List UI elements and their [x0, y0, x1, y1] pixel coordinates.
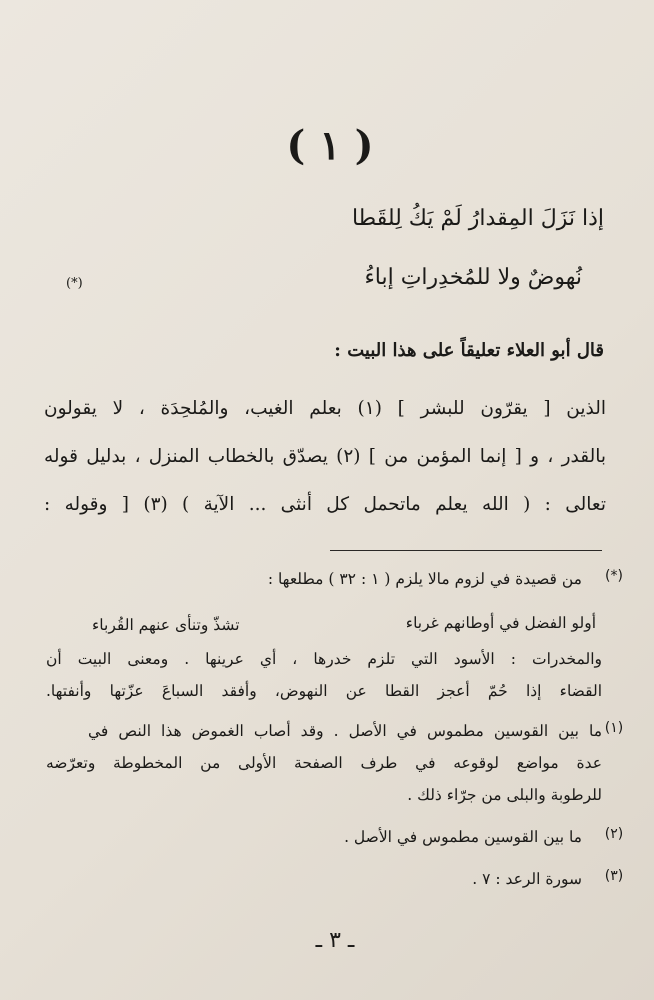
verse-second-hemistich: نُهوضٌ ولا للمُخدِراتِ إباءُ — [364, 265, 582, 290]
footnote-2-marker: (٢) — [604, 826, 624, 842]
page-number: ـ ٣ ـ — [315, 928, 355, 953]
footnote-star-line: والمخدرات : الأسود التي تلزم خدرها ، أي عرينها . ومعنى البيت أن — [46, 650, 602, 668]
footnote-poem-first-hemistich: أولو الفضل في أوطانهم غرباء — [405, 614, 596, 632]
footnote-3-line: سورة الرعد : ٧ . — [472, 870, 582, 888]
commentary-intro: قال أبو العلاء تعليقاً على هذا البيت : — [334, 340, 604, 361]
commentary-line: تعالى : ( الله يعلم ماتحمل كل أنثى ... الآية ) (٣) [ وقوله : — [44, 494, 606, 515]
footnote-1-line: ما بين القوسين مطموس في الأصل . وقد أصاب الغموض هذا النص في — [88, 722, 602, 740]
footnote-1-marker: (١) — [604, 720, 624, 736]
commentary-line: بالقدر ، و [ إنما المؤمن من ] (٢) يصدّق بالخطاب المنزل ، بدليل قوله — [44, 446, 606, 467]
footnote-3-marker: (٣) — [604, 868, 624, 884]
poem-number-title: ( ١ ) — [286, 122, 374, 169]
footnote-star-marker: (*) — [605, 568, 623, 584]
footnote-star-line: من قصيدة في لزوم مالا يلزم ( ١ : ٣٢ ) مطلعها : — [267, 570, 582, 588]
footnote-separator — [330, 550, 602, 551]
verse-first-hemistich: إذا نَزَلَ المِقدارُ لَمْ يَكُ لِلقَطا — [351, 206, 604, 231]
footnote-poem-second-hemistich: تشذّ وتنأى عنهم القُرباء — [92, 616, 240, 634]
footnote-1-line: عدة مواضع لوقوعه في طرف الصفحة الأولى من المخطوطة وتعرّضه — [46, 754, 602, 772]
footnote-2-line: ما بين القوسين مطموس في الأصل . — [344, 828, 582, 846]
footnote-star-line: القضاء إذا حُمّ أعجز القطا عن النهوض، وأفقد السباعَ عزّتها وأنفتها. — [46, 682, 602, 700]
verse-footnote-marker: (*) — [66, 276, 83, 291]
commentary-line: الذين [ يقرّون للبشر ] (١) بعلم الغيب، والمُلحِدَة ، لا يقولون — [44, 398, 606, 419]
footnote-1-line: للرطوبة والبلى من جرّاء ذلك . — [407, 786, 602, 804]
